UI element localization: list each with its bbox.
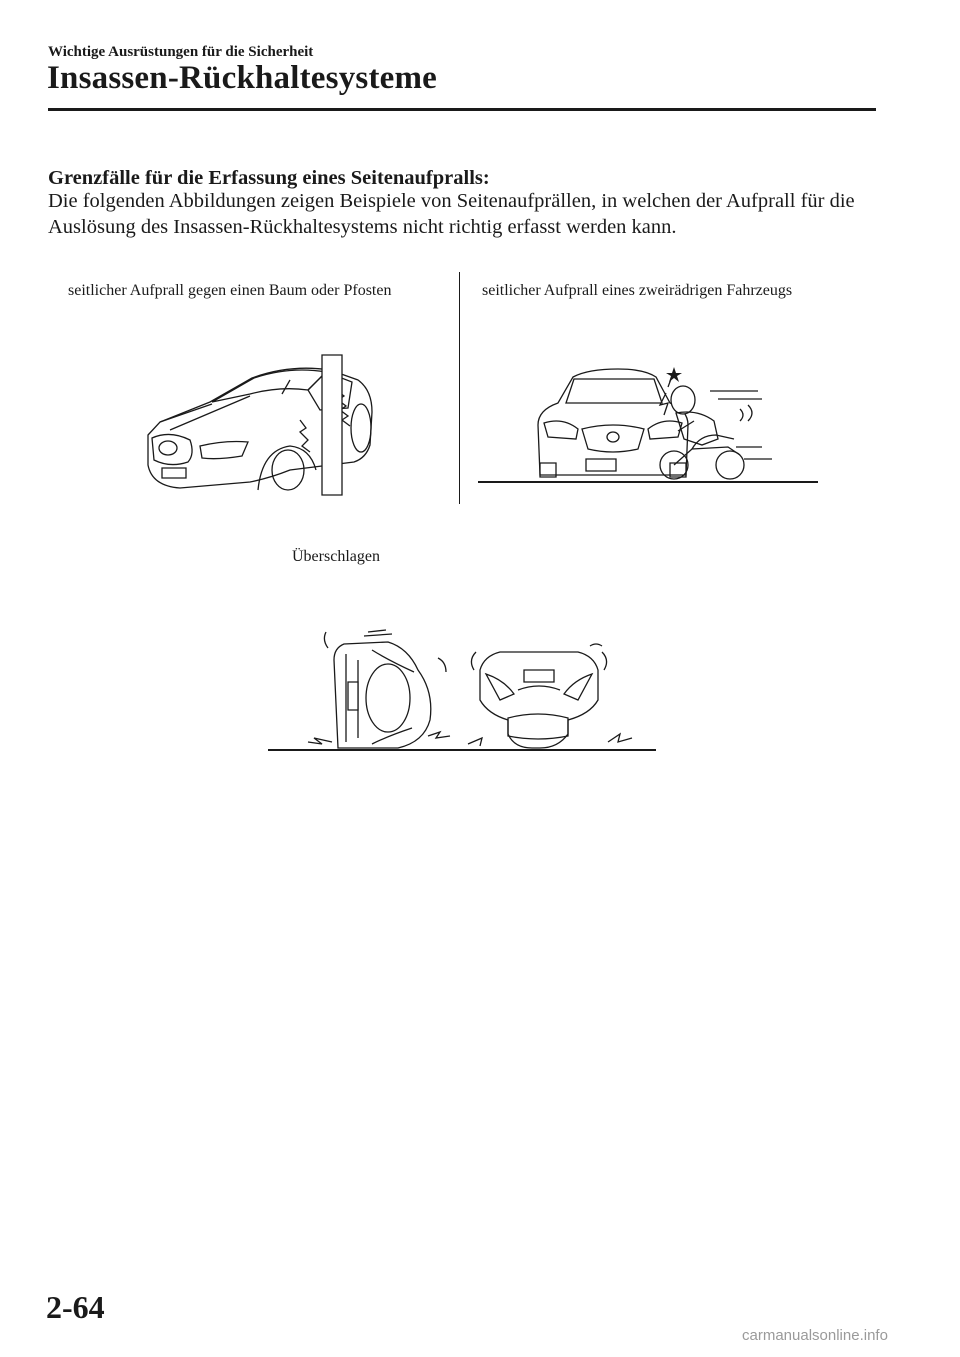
rollover-caption: Überschlagen [292, 548, 380, 565]
two-wheeler-illustration [478, 365, 818, 487]
tree-pole-caption: seitlicher Aufprall gegen einen Baum oder Pfosten [68, 282, 392, 299]
page-number: 2-64 [46, 1289, 105, 1325]
column-divider [459, 272, 460, 504]
title-rule [48, 108, 876, 111]
chapter-title: Insassen-Rückhaltesysteme [47, 60, 438, 96]
section-label: Wichtige Ausrüstungen für die Sicherheit [48, 44, 314, 60]
tree-pole-illustration [140, 350, 390, 495]
two-wheeler-caption: seitlicher Aufprall eines zweirädrigen Fahrzeugs [482, 282, 793, 299]
watermark: carmanualsonline.info [742, 1327, 888, 1344]
rollover-illustration [268, 630, 656, 754]
subheading: Grenzfälle für die Erfassung eines Seitenaufpralls: [48, 167, 490, 189]
intro-paragraph: Die folgenden Abbildungen zeigen Beispiele von Seitenaufprällen, in welchen der Aufprall für die Auslösung des Insassen-Rückhaltesystems nicht richtig erfasst werden kann. [48, 190, 855, 238]
